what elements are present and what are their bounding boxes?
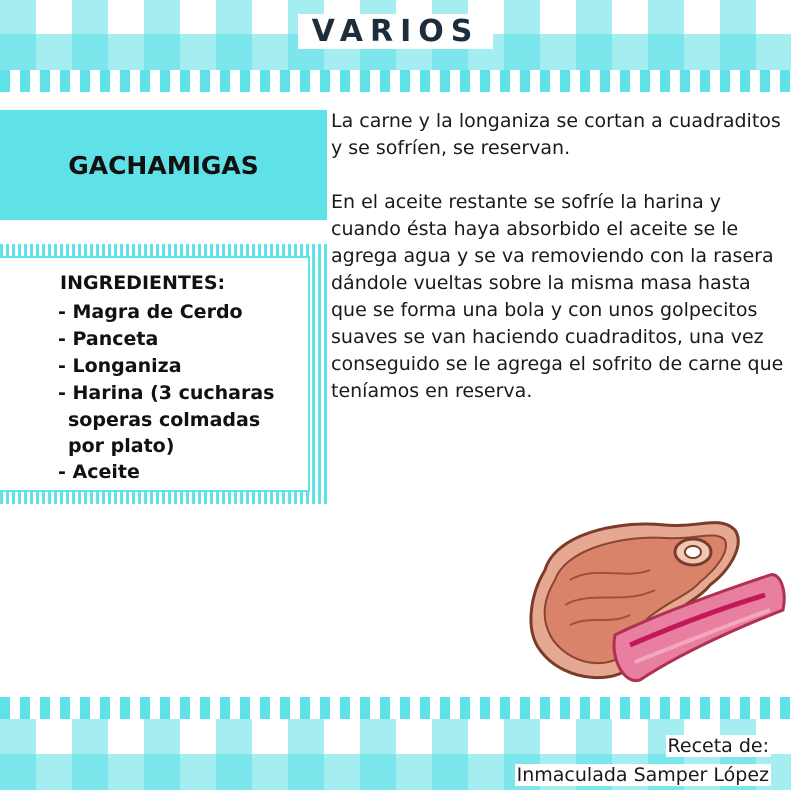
instruction-paragraph: En el aceite restante se sofríe la harina y cuando ésta haya absorbido el aceite se le agrega agua y se va removiendo con la rasera dándole vueltas sobre la misma masa hasta que se forma una bola y con unos golpecitos suaves se van haciendo cuadraditos, una vez conseguido se le agrega el sofrito de carne que teníamos en reserva. — [331, 191, 784, 402]
instruction-paragraph: La carne y la longaniza se cortan a cuadraditos y se sofríen, se reservan. — [331, 110, 781, 159]
meat-and-bacon-icon — [525, 510, 790, 690]
recipe-title-panel — [0, 110, 327, 220]
author-name: Inmaculada Samper López — [516, 764, 769, 786]
recipe-credit — [515, 732, 771, 790]
ingredients-list — [58, 299, 275, 486]
list-item: - Magra de Cerdo — [58, 301, 243, 323]
section-title: VARIOS — [0, 14, 791, 49]
list-item: - Panceta — [58, 328, 159, 350]
list-item: - Harina (3 cucharas — [58, 382, 275, 404]
ingredients-heading: INGREDIENTES: — [60, 272, 226, 294]
list-item: - Longaniza — [58, 355, 182, 377]
credit-label: Receta de: — [667, 735, 769, 757]
header-border-stripes — [0, 70, 791, 92]
recipe-title: GACHAMIGAS — [68, 150, 259, 180]
list-item: - Aceite — [58, 461, 140, 483]
footer-border-stripes — [0, 697, 791, 719]
list-item: soperas colmadas — [68, 409, 261, 431]
instructions — [331, 108, 786, 432]
list-item: por plato) — [68, 435, 175, 457]
